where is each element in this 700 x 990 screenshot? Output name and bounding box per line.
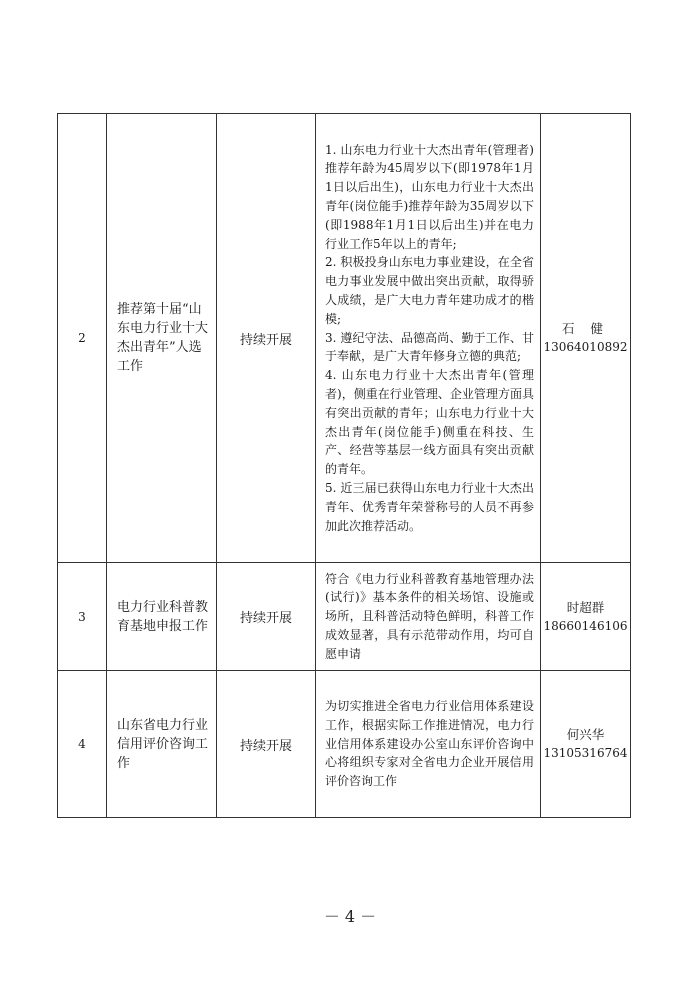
contact-cell: [541, 671, 631, 818]
row-number: 4: [58, 671, 107, 818]
contact-name: 石 健: [562, 321, 609, 336]
table-row: [58, 563, 631, 671]
contact-cell: [541, 114, 631, 563]
requirement-item: 1. 山东电力行业十大杰出青年(管理者)推荐年龄为45周岁以下(即1978年1月1日以后出生)，山东电力行业十大杰出青年(岗位能手)推荐年龄为35周岁以下(即1988年1月1日以后出生)并在电力行业工作5年以上的青年;: [325, 142, 534, 251]
task-name: 山东省电力行业信用评价咨询工作: [107, 671, 217, 818]
task-time: 持续开展: [217, 563, 316, 671]
task-requirements: [316, 671, 541, 818]
row-number: 3: [58, 563, 107, 671]
requirement-item: 3. 遵纪守法、品德高尚、勤于工作、甘于奉献，是广大青年修身立德的典范;: [325, 330, 534, 364]
contact-phone: 18660146106: [543, 618, 628, 633]
contact-name: 时超群: [566, 599, 605, 615]
requirement-item: 4. 山东电力行业十大杰出青年(管理者)，侧重在行业管理、企业管理方面具有突出贡献的青年；山东电力行业十大杰出青年(岗位能手)侧重在科技、生产、经营等基层一线方面具有突出贡献的青年。: [325, 368, 534, 477]
requirement-item: 2. 积极投身山东电力事业建设，在全省电力事业发展中做出突出贡献，取得骄人成绩，是广大电力青年建功成才的楷模;: [325, 255, 534, 326]
work-table: [57, 113, 631, 818]
requirement-item: 为切实推进全省电力行业信用体系建设工作，根据实际工作推进情况，电力行业信用体系建设办公室山东评价咨询中心将组织专家对全省电力企业开展信用评价咨询工作: [325, 699, 534, 789]
contact-name: 何兴华: [566, 727, 605, 742]
contact-cell: [541, 563, 631, 671]
task-name: 推荐第十届“山东电力行业十大杰出青年”人选工作: [107, 114, 217, 563]
task-time: 持续开展: [217, 671, 316, 818]
contact-phone: 13105316764: [543, 746, 628, 760]
contact-phone: 13064010892: [543, 340, 628, 354]
table-row: [58, 114, 631, 563]
table-row: [58, 671, 631, 818]
task-time: 持续开展: [217, 114, 316, 563]
requirement-item: 5. 近三届已获得山东电力行业十大杰出青年、优秀青年荣誉称号的人员不再参加此次推荐活动。: [325, 480, 534, 533]
task-requirements: [316, 563, 541, 671]
task-name: 电力行业科普教育基地申报工作: [107, 563, 217, 671]
page-number: － 4 －: [323, 907, 377, 926]
requirement-item: 符合《电力行业科普教育基地管理办法(试行)》基本条件的相关场馆、设施或场所，且科普活动特色鲜明，科普工作成效显著，具有示范带动作用，均可自愿申请: [325, 571, 534, 661]
task-requirements: [316, 114, 541, 563]
row-number: 2: [58, 114, 107, 563]
